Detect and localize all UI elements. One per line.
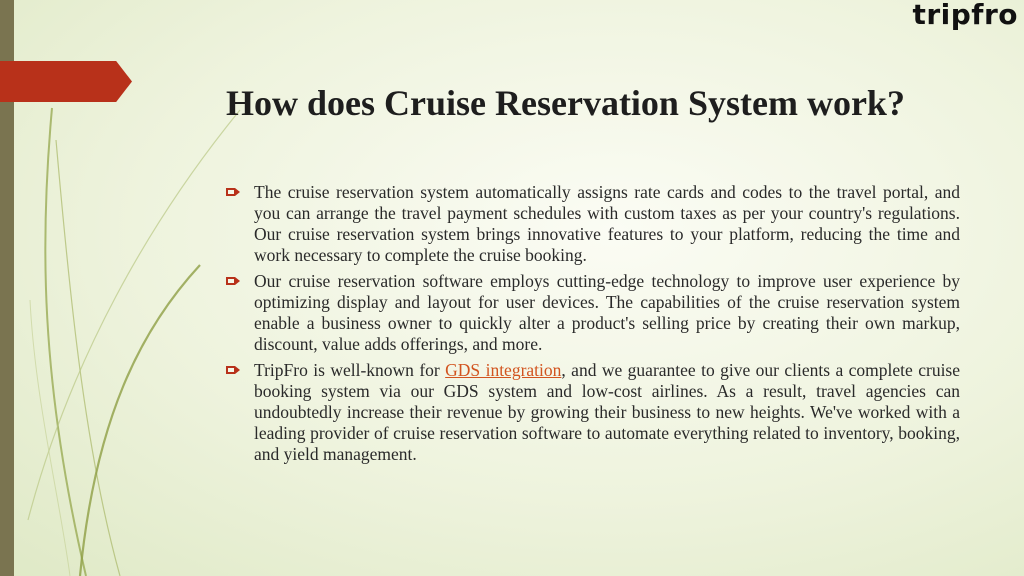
bullet-text-after: , and we guarantee to give our clients a complete cruise booking system via our GDS system and low-cost airlines. As a result, travel agencies can undoubtedly increase their revenue by growing their business to new heights. We've worked with a leading provider of cruise reservation software to automate everything related to inventory, booking, and yield management. — [254, 360, 961, 464]
list-item — [226, 360, 960, 465]
bullet-text: Our cruise reservation software employs cutting-edge technology to improve user experience by optimizing display and layout for user devices. The capabilities of the cruise reservation system enable a business owner to quickly alter a product's selling price by creating their own markup, discount, value adds offerings, and more. — [254, 271, 960, 354]
page-title: How does Cruise Reservation System work? — [226, 83, 905, 123]
bullet-text — [254, 360, 960, 465]
title-accent-tab — [0, 61, 132, 102]
arrow-bullet-icon — [226, 366, 240, 374]
gds-integration-link[interactable]: GDS integration — [445, 360, 562, 380]
list-item — [226, 271, 960, 355]
arrow-bullet-icon — [226, 188, 240, 196]
list-item — [226, 182, 960, 266]
arrow-bullet-icon — [226, 277, 240, 285]
tripfro-logo: tripfro — [912, 0, 1018, 31]
bullet-text-before: TripFro is well-known for — [254, 360, 446, 380]
bullet-list — [226, 182, 960, 470]
bullet-text: The cruise reservation system automatically assigns rate cards and codes to the travel portal, and you can arrange the travel payment schedules with custom taxes as per your country's regulations. Our cruise reservation system brings innovative features to your platform, reducing the time and work necessary to complete the cruise booking. — [254, 182, 960, 265]
